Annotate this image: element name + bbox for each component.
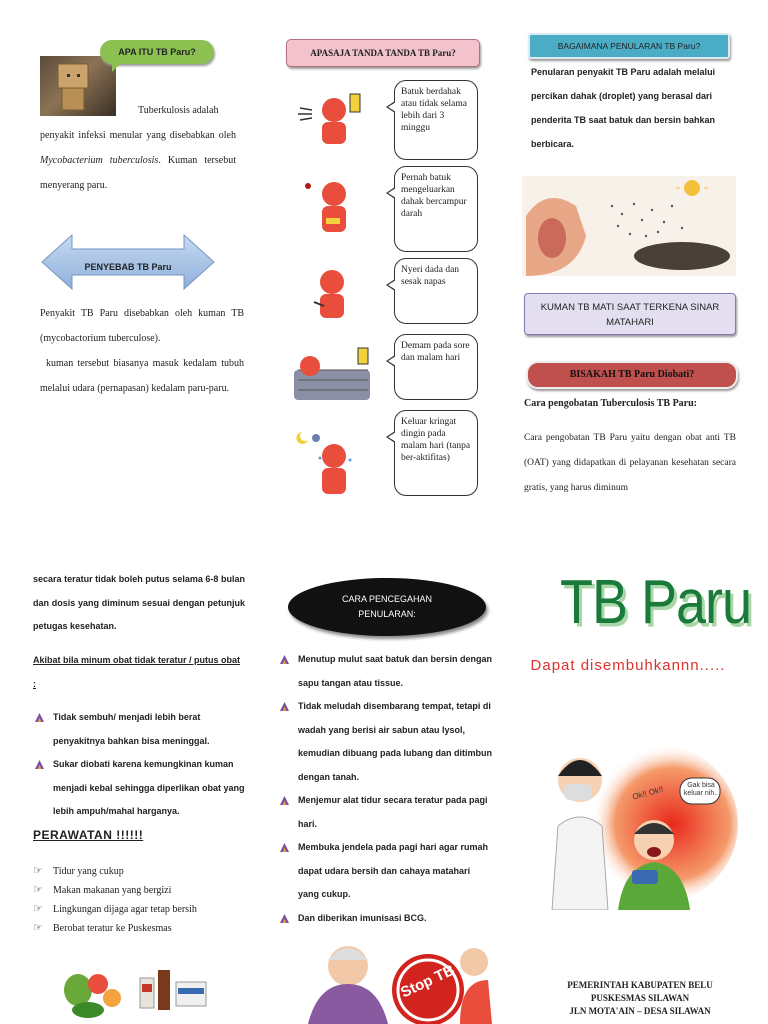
cara-heading: Cara pengobatan Tuberculosis TB Paru:	[524, 398, 698, 409]
pointing-hand-icon: ☞	[33, 922, 43, 934]
penyebab-title: PENYEBAB TB Paru	[84, 262, 172, 272]
perawatan-item	[33, 862, 245, 881]
bullet-icon	[280, 796, 289, 805]
perawatan-item-text: Tidur yang cukup	[53, 866, 124, 877]
bullet-icon	[35, 760, 44, 769]
big-title: TB Paru	[560, 568, 752, 637]
perawatan-item	[33, 900, 245, 919]
perawatan-item-text: Berobat teratur ke Puskesmas	[53, 923, 172, 934]
perawatan-title: PERAWATAN !!!!!!	[33, 828, 144, 842]
pencegahan-item	[278, 695, 492, 789]
stop-tb-illustration	[278, 936, 492, 1024]
perawatan-item	[33, 919, 245, 938]
pencegahan-item	[278, 836, 492, 907]
pencegahan-item-text: Menutup mulut saat batuk dan bersin dengan sapu tangan atau tissue.	[298, 654, 493, 688]
speech-1: Ok!! Ok!!	[631, 784, 665, 802]
cara-text: Cara pengobatan TB Paru yaitu dengan obat anti TB (OAT) yang didapatkan di pelayanan kesehatan secara gratis, yang harus diminum	[524, 433, 736, 493]
column-5	[260, 560, 516, 1024]
akibat-heading: Akibat bila minum obat tidak teratur / putus obat :	[33, 655, 241, 689]
tanda-title: APASAJA TANDA TANDA TB Paru?	[310, 48, 456, 58]
droplet-spread-icon	[522, 176, 736, 276]
pointing-hand-icon: ☞	[33, 865, 43, 877]
intro-text-b: . Kuman tersebut menyerang paru.	[40, 155, 236, 191]
tanda-label	[286, 39, 480, 67]
continued-text: secara teratur tidak boleh putus selama 6-8 bulan dan dosis yang diminum sesuai dengan petunjuk petugas kesehatan.	[33, 574, 245, 631]
droplet-illustration	[522, 176, 736, 276]
penularan-text: Penularan penyakit TB Paru adalah melalui percikan dahak (droplet) yang berasal dari penderita TB saat batuk dan bersin bahkan berbicara.	[531, 67, 716, 149]
pencegahan-label	[288, 578, 486, 636]
column-4	[0, 560, 260, 1024]
penyebab-paragraph	[40, 301, 244, 401]
food-medicine-image	[58, 960, 224, 1024]
pointing-hand-icon: ☞	[33, 903, 43, 915]
penyebab-text-1: Penyakit TB Paru disebabkan oleh kuman TB (mycobactorium tuberculose).	[40, 308, 244, 344]
footer-line-1: PEMERINTAH KABUPATEN BELU	[567, 980, 713, 990]
column-3	[516, 0, 768, 520]
pencegahan-item-text: Membuka jendela pada pagi hari agar rumah dapat udara bersih dan cahaya matahari yang cukup.	[298, 842, 489, 899]
pencegahan-item	[278, 648, 492, 695]
pencegahan-item-text: Tidak meludah disembarang tempat, tetapi di wadah yang berisi air sabun atau lysol, kemudian dibuang pada lubang dan ditimbun dengan tanah.	[298, 701, 493, 782]
pencegahan-item-text: Menjemur alat tidur secara teratur pada pagi hari.	[298, 795, 488, 829]
kuman-text: KUMAN TB MATI SAAT TERKENA SINAR MATAHARI	[540, 302, 720, 328]
akibat-item-text: Sukar diobati karena kemungkinan kuman menjadi kebal sehingga diperlikan obat yang lebih ampuh/mahal harganya.	[53, 759, 245, 816]
bullet-icon	[280, 702, 289, 711]
penyebab-text-2: kuman tersebut biasanya masuk kedalam tubuh melalui udara (pernapasan) kedalam paru-paru.	[40, 358, 244, 394]
perawatan-item	[33, 881, 245, 900]
stop-sign-text: Stop TB	[398, 961, 458, 1002]
doctor-patient-illustration	[546, 740, 738, 910]
coughing-person-icon	[294, 86, 368, 156]
penularan-label	[528, 33, 730, 59]
symptom-bubble-5: Keluar kringat dingin pada malam hari (tanpa ber-aktifitas)	[394, 410, 478, 496]
column-2	[260, 0, 516, 520]
diobati-label	[526, 361, 738, 389]
penularan-title: BAGAIMANA PENULARAN TB Paru?	[557, 41, 701, 51]
bullet-icon	[280, 655, 289, 664]
perawatan-item-text: Makan makanan yang bergizi	[53, 885, 172, 896]
symptom-bubble-4: Demam pada sore dan malam hari	[394, 334, 478, 400]
pencegahan-title: CARA PENCEGAHAN PENULARAN:	[341, 594, 433, 619]
bullet-icon	[280, 843, 289, 852]
akibat-list	[33, 706, 245, 824]
footer-line-3: JLN MOTA'AIN – DESA SILAWAN	[569, 1006, 711, 1016]
pointing-hand-icon: ☞	[33, 884, 43, 896]
diobati-title: BISAKAH TB Paru Diobati?	[569, 369, 695, 380]
apa-itu-title: APA ITU TB Paru?	[118, 47, 196, 57]
kuman-box	[524, 293, 736, 335]
coughing-blood-person-icon	[296, 172, 368, 244]
pencegahan-item	[278, 789, 492, 836]
callout-tail-icon	[110, 60, 130, 74]
footer-block	[522, 979, 758, 1018]
akibat-item	[33, 706, 245, 753]
symptom-bubble-1: Batuk berdahak atau tidak selama lebih dari 3 minggu	[394, 80, 478, 160]
pencegahan-item	[278, 907, 492, 931]
intro-lead: Tuberkulosis adalah	[138, 105, 219, 116]
pencegahan-list	[278, 648, 492, 930]
pencegahan-item-text: Dan diberikan imunisasi BCG.	[298, 912, 427, 923]
night-sweat-person-icon	[294, 428, 366, 498]
akibat-item-text: Tidak sembuh/ menjadi lebih berat penyakitnya bahkan bisa meninggal.	[53, 712, 210, 746]
footer-line-2: PUSKESMAS SILAWAN	[590, 993, 690, 1003]
column-6	[516, 560, 768, 1024]
chest-pain-person-icon	[296, 262, 364, 326]
perawatan-item-text: Lingkungan dijaga agar tetap bersih	[53, 904, 197, 915]
perawatan-list	[33, 862, 245, 938]
symptom-bubble-3: Nyeri dada dan sesak napas	[394, 258, 478, 324]
subtitle: Dapat disembuhkannn.....	[530, 657, 726, 674]
doctor-and-patient-icon	[546, 740, 738, 910]
symptom-bubble-2: Pernah batuk mengeluarkan dahak bercampur darah	[394, 166, 478, 252]
vegetables-and-medicine-icon	[58, 960, 224, 1024]
intro-italic: Mycobacterium tuberculosis	[40, 155, 159, 166]
bullet-icon	[35, 713, 44, 722]
stop-tb-image	[278, 936, 492, 1024]
speech-2: Gak bisa keluar nih..	[683, 782, 719, 797]
apa-itu-paragraph	[40, 98, 236, 198]
column-1	[0, 0, 260, 520]
intro-text-a: penyakit infeksi menular yang disebabkan oleh	[40, 130, 236, 141]
akibat-item	[33, 753, 245, 824]
fever-person-in-bed-icon	[290, 340, 378, 412]
bullet-icon	[280, 914, 289, 923]
